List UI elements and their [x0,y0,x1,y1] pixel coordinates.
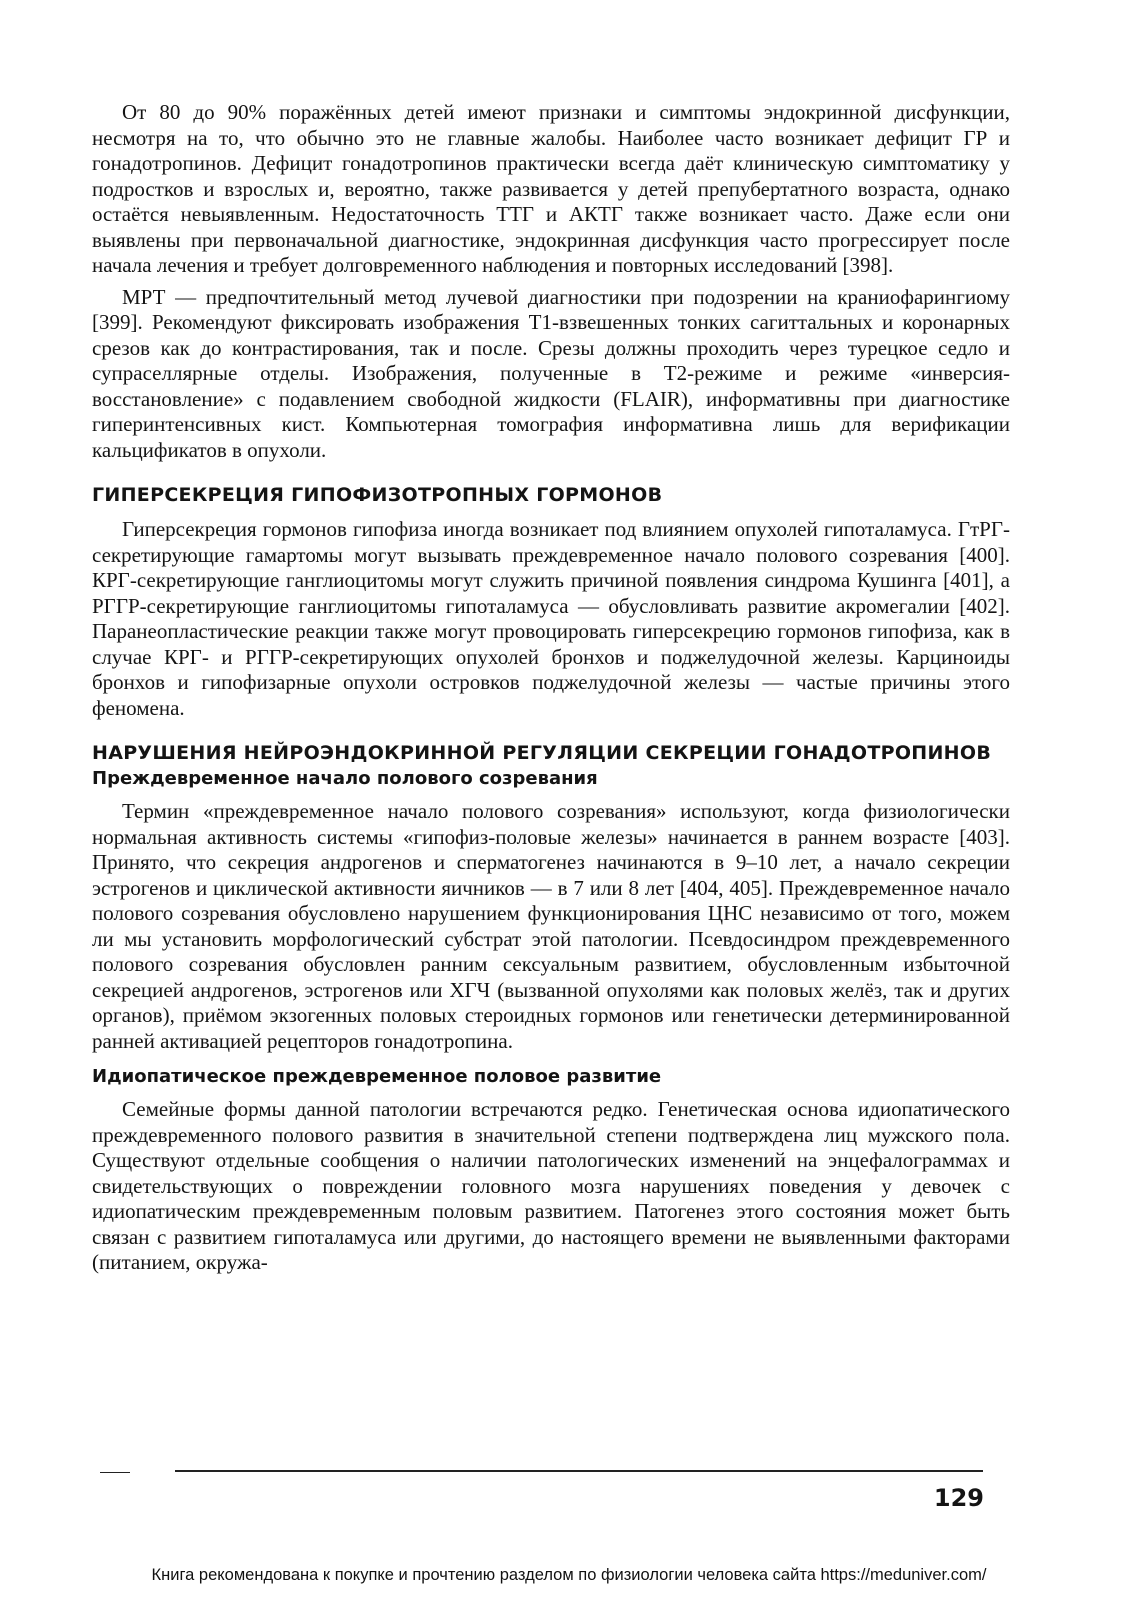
section-heading-neuroendocrine: НАРУШЕНИЯ НЕЙРОЭНДОКРИННОЙ РЕГУЛЯЦИИ СЕКРЕЦИИ ГОНАДОТРОПИНОВ [92,742,992,764]
intro-paragraph-2: МРТ — предпочтительный метод лучевой диагностики при подозрении на краниофарингиому [399]. Рекомендуют фиксировать изображения T1-взвешенных тонких сагиттальных и коронарных срезов как до контрастирования, так и после. Срезы должны проходить через турецкое седло и супраселлярные отделы. Изображения, полученные в T2-режиме и режиме «инверсия-восстановление» с подавлением свободной жидкости (FLAIR), информативны при диагностике гиперинтенсивных кист. Компьютерная томография информативна лишь для верификации кальцификатов в опухоли. [92,284,1010,462]
footer-rule-short [100,1472,130,1473]
intro-paragraph-1: От 80 до 90% поражённых детей имеют признаки и симптомы эндокринной дисфункции, несмотря на то, что обычно это не главные жалобы. Наиболее часто возникает дефицит ГР и гонадотропинов. Дефицит гонадотропинов практически всегда даёт клиническую симптоматику у подростков и взрослых и, вероятно, также развивается у детей препубертатного возраста, однако остаётся невыявленным. Недостаточность ТТГ и АКТГ также возникает часто. Даже если они выявлены при первоначальной диагностике, эндокринная дисфункция часто прогрессирует после начала лечения и требует долговременного наблюдения и повторных исследований [398]. [92,100,1010,277]
page-body [92,100,1010,1276]
site-note: Книга рекомендована к покупке и прочтению разделом по физиологии человека сайта https://meduniver.com/ [151,1566,987,1584]
precocious-puberty-paragraph: Термин «преждевременное начало полового созревания» используют, когда физиологически нормальная активность системы «гипофиз-половые железы» начинается в раннем возрасте [403]. Принято, что секреция андрогенов и сперматогенез начинаются в 9–10 лет, а начало секреции эстрогенов и циклической активности яичников — в 7 или 8 лет [404, 405]. Преждевременное начало полового созревания обусловлено нарушением функционирования ЦНС независимо от того, можем ли мы установить морфологический субстрат этой патологии. Псевдосиндром преждевременного полового созревания обусловлен ранним сексуальным развитием, обусловленным избыточной секрецией андрогенов, эстрогенов или ХГЧ (вызванной опухолями как половых желёз, так и других органов), приёмом экзогенных половых стероидных гормонов или генетически детерминированной ранней активацией рецепторов гонадотропина. [92,799,1010,1053]
hypersecretion-paragraph: Гиперсекреция гормонов гипофиза иногда возникает под влиянием опухолей гипоталамуса. ГтРГ-секретирующие гамартомы могут вызывать преждевременное начало полового созревания [400]. КРГ-секретирующие ганглиоцитомы могут служить причиной появления синдрома Кушинга [401], а РГГР-секретирующие ганглиоцитомы гипоталамуса — обусловливать развитие акромегалии [402]. Паранеопластические реакции также могут провоцировать гиперсекрецию гормонов гипофиза, как в случае КРГ- и РГГР-секретирующих опухолей бронхов и поджелудочной железы. Карциноиды бронхов и гипофизарные опухоли островков поджелудочной железы — частые причины этого феномена. [92,517,1010,720]
idiopathic-paragraph: Семейные формы данной патологии встречаются редко. Генетическая основа идиопатического преждевременного полового развития в значительной степени подтверждена лиц мужского пола. Существуют отдельные сообщения о наличии патологических изменений на энцефалограммах и свидетельствующих о повреждении головного мозга нарушениях поведения у девочек с идиопатическим преждевременным половым развитием. Патогенез этого состояния может быть связан с развитием гипоталамуса или другими, до настоящего времени не выявленными факторами (питанием, окружа- [92,1097,1010,1274]
section-heading-hypersecretion: ГИПЕРСЕКРЕЦИЯ ГИПОФИЗОТРОПНЫХ ГОРМОНОВ [92,484,663,506]
subheading-precocious-puberty: Преждевременное начало полового созревания [92,768,598,789]
subheading-idiopathic: Идиопатическое преждевременное половое развитие [92,1066,662,1087]
page-number: 129 [933,1484,984,1512]
footer-rule [175,1470,983,1472]
